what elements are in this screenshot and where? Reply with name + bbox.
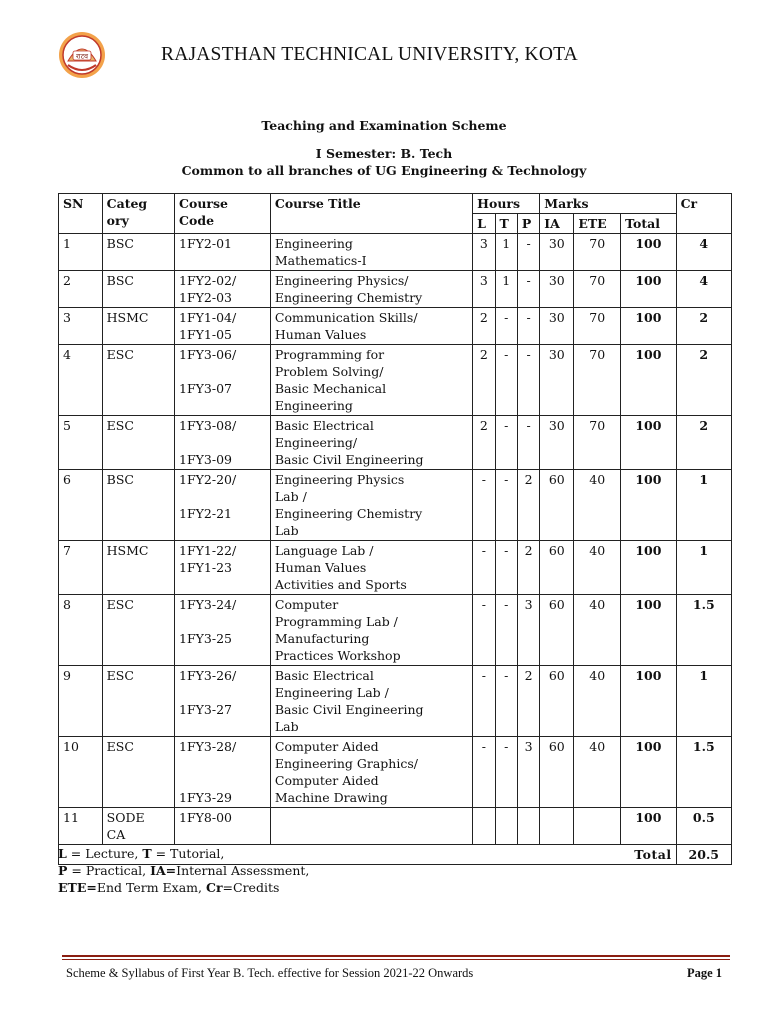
header-category: Categ ory: [102, 194, 174, 234]
legend: [58, 845, 309, 896]
cell-ia: 30: [540, 345, 574, 416]
table-row: [59, 666, 732, 737]
cell-course-title: Language Lab / Human Values Activities and Sports: [270, 541, 472, 595]
cell-category: SODE CA: [102, 808, 174, 845]
cell-p: 2: [517, 666, 539, 737]
scheme-table: [58, 193, 732, 865]
cell-l: [473, 808, 495, 845]
header-course-title: Course Title: [270, 194, 472, 234]
cell-course-code: 1FY2-20/ 1FY2-21: [175, 470, 271, 541]
cell-t: 1: [495, 234, 517, 271]
footer-text: Scheme & Syllabus of First Year B. Tech. effective for Session 2021-22 Onwards: [66, 966, 474, 980]
semester-title: I Semester: B. Tech: [315, 146, 453, 161]
cell-ete: 70: [574, 234, 621, 271]
cell-p: 3: [517, 737, 539, 808]
cell-sn: 9: [59, 666, 103, 737]
cell-sn: 4: [59, 345, 103, 416]
header-l: L: [473, 214, 495, 234]
cell-course-code: 1FY3-28/ 1FY3-29: [175, 737, 271, 808]
cell-course-title: Communication Skills/ Human Values: [270, 308, 472, 345]
cell-p: 3: [517, 595, 539, 666]
cell-course-title: Programming for Problem Solving/ Basic Mechanical Engineering: [270, 345, 472, 416]
cell-sn: 3: [59, 308, 103, 345]
cell-p: 2: [517, 541, 539, 595]
cell-total: 100: [621, 595, 676, 666]
legend-line-1: L = Lecture, T = Tutorial,: [58, 846, 225, 861]
header-credits: Cr: [676, 194, 731, 234]
header-t: T: [495, 214, 517, 234]
cell-sn: 10: [59, 737, 103, 808]
table-row: [59, 308, 732, 345]
cell-ia: 60: [540, 470, 574, 541]
cell-ia: 30: [540, 271, 574, 308]
cell-ete: 70: [574, 271, 621, 308]
cell-ete: 70: [574, 416, 621, 470]
cell-category: BSC: [102, 234, 174, 271]
footer-rule-thin: [62, 959, 730, 960]
cell-sn: 6: [59, 470, 103, 541]
scheme-title: Teaching and Examination Scheme: [261, 118, 507, 133]
cell-total: 100: [621, 271, 676, 308]
cell-t: -: [495, 666, 517, 737]
cell-l: -: [473, 470, 495, 541]
header-hours: Hours: [473, 194, 540, 214]
cell-course-code: 1FY2-02/ 1FY2-03: [175, 271, 271, 308]
cell-p: -: [517, 234, 539, 271]
table-row: [59, 416, 732, 470]
cell-credits: 1: [676, 470, 731, 541]
cell-category: ESC: [102, 345, 174, 416]
cell-ete: 40: [574, 541, 621, 595]
cell-category: ESC: [102, 666, 174, 737]
cell-credits: 1.5: [676, 737, 731, 808]
cell-category: BSC: [102, 470, 174, 541]
cell-l: 3: [473, 271, 495, 308]
university-name: RAJASTHAN TECHNICAL UNIVERSITY, KOTA: [161, 44, 578, 65]
cell-total: 100: [621, 345, 676, 416]
cell-t: -: [495, 416, 517, 470]
header-course-code: Course Code: [175, 194, 271, 234]
cell-ia: 30: [540, 416, 574, 470]
cell-category: ESC: [102, 737, 174, 808]
cell-l: 2: [473, 416, 495, 470]
header-marks: Marks: [540, 194, 676, 214]
cell-p: -: [517, 308, 539, 345]
cell-t: [495, 808, 517, 845]
cell-ete: [574, 808, 621, 845]
cell-total: 100: [621, 666, 676, 737]
cell-sn: 5: [59, 416, 103, 470]
cell-course-code: 1FY3-08/ 1FY3-09: [175, 416, 271, 470]
cell-sn: 7: [59, 541, 103, 595]
cell-t: -: [495, 595, 517, 666]
cell-total: 100: [621, 416, 676, 470]
cell-total: 100: [621, 308, 676, 345]
cell-category: ESC: [102, 595, 174, 666]
legend-line-3: ETE=End Term Exam, Cr=Credits: [58, 880, 280, 895]
cell-ete: 70: [574, 345, 621, 416]
cell-ia: 60: [540, 541, 574, 595]
header-p: P: [517, 214, 539, 234]
cell-p: -: [517, 271, 539, 308]
cell-sn: 11: [59, 808, 103, 845]
cell-credits: 1.5: [676, 595, 731, 666]
cell-total: 100: [621, 470, 676, 541]
cell-course-title: Computer Aided Engineering Graphics/ Computer Aided Machine Drawing: [270, 737, 472, 808]
cell-total: 100: [621, 541, 676, 595]
table-row: [59, 808, 732, 845]
cell-p: 2: [517, 470, 539, 541]
cell-t: 1: [495, 271, 517, 308]
cell-course-code: 1FY2-01: [175, 234, 271, 271]
cell-ia: 30: [540, 308, 574, 345]
cell-course-code: 1FY3-06/ 1FY3-07: [175, 345, 271, 416]
cell-p: [517, 808, 539, 845]
cell-t: -: [495, 737, 517, 808]
cell-course-title: Engineering Mathematics-I: [270, 234, 472, 271]
cell-t: -: [495, 470, 517, 541]
header-ete: ETE: [574, 214, 621, 234]
cell-ia: 60: [540, 595, 574, 666]
cell-t: -: [495, 308, 517, 345]
header-sn: SN: [59, 194, 103, 234]
cell-course-code: 1FY1-22/ 1FY1-23: [175, 541, 271, 595]
cell-category: BSC: [102, 271, 174, 308]
cell-ete: 70: [574, 308, 621, 345]
footer-rule: [62, 955, 730, 957]
page-number: Page 1: [686, 966, 722, 980]
cell-course-code: 1FY3-24/ 1FY3-25: [175, 595, 271, 666]
cell-credits: 2: [676, 416, 731, 470]
cell-credits: 1: [676, 541, 731, 595]
cell-ia: 30: [540, 234, 574, 271]
cell-total: 100: [621, 737, 676, 808]
cell-credits: 4: [676, 271, 731, 308]
cell-course-code: 1FY1-04/ 1FY1-05: [175, 308, 271, 345]
header-ia: IA: [540, 214, 574, 234]
cell-total: 100: [621, 234, 676, 271]
cell-category: HSMC: [102, 541, 174, 595]
header-total: Total: [621, 214, 676, 234]
cell-course-title: Engineering Physics/ Engineering Chemistry: [270, 271, 472, 308]
cell-credits: 2: [676, 308, 731, 345]
cell-course-title: Basic Electrical Engineering/ Basic Civil Engineering: [270, 416, 472, 470]
logo-text: राटव: [75, 52, 89, 61]
cell-course-code: 1FY3-26/ 1FY3-27: [175, 666, 271, 737]
legend-line-2: P = Practical, IA=Internal Assessment,: [58, 863, 310, 878]
cell-course-title: Engineering Physics Lab / Engineering Chemistry Lab: [270, 470, 472, 541]
table-row: [59, 234, 732, 271]
cell-ete: 40: [574, 666, 621, 737]
table-row: [59, 541, 732, 595]
cell-t: -: [495, 541, 517, 595]
cell-credits: 1: [676, 666, 731, 737]
cell-ete: 40: [574, 595, 621, 666]
total-label: Total: [59, 845, 677, 865]
total-credits: 20.5: [676, 845, 731, 865]
cell-ia: 60: [540, 737, 574, 808]
cell-sn: 8: [59, 595, 103, 666]
cell-p: -: [517, 345, 539, 416]
cell-ete: 40: [574, 470, 621, 541]
cell-l: 2: [473, 345, 495, 416]
cell-credits: 4: [676, 234, 731, 271]
cell-l: 3: [473, 234, 495, 271]
header-row: [59, 194, 732, 214]
cell-sn: 1: [59, 234, 103, 271]
table-row: [59, 271, 732, 308]
cell-p: -: [517, 416, 539, 470]
cell-ia: [540, 808, 574, 845]
table-row: [59, 345, 732, 416]
cell-course-code: 1FY8-00: [175, 808, 271, 845]
cell-course-title: Computer Programming Lab / Manufacturing Practices Workshop: [270, 595, 472, 666]
cell-l: 2: [473, 308, 495, 345]
cell-l: -: [473, 666, 495, 737]
cell-credits: 2: [676, 345, 731, 416]
cell-ete: 40: [574, 737, 621, 808]
cell-total: 100: [621, 808, 676, 845]
university-logo: [58, 31, 106, 79]
cell-t: -: [495, 345, 517, 416]
cell-credits: 0.5: [676, 808, 731, 845]
cell-course-title: [270, 808, 472, 845]
cell-category: HSMC: [102, 308, 174, 345]
branches-subtitle: Common to all branches of UG Engineering & Technology: [181, 163, 587, 178]
cell-l: -: [473, 595, 495, 666]
cell-category: ESC: [102, 416, 174, 470]
cell-sn: 2: [59, 271, 103, 308]
cell-l: -: [473, 737, 495, 808]
scheme-table-body: [59, 234, 732, 845]
table-row: [59, 470, 732, 541]
cell-course-title: Basic Electrical Engineering Lab / Basic Civil Engineering Lab: [270, 666, 472, 737]
cell-l: -: [473, 541, 495, 595]
table-row: [59, 595, 732, 666]
cell-ia: 60: [540, 666, 574, 737]
table-row: [59, 737, 732, 808]
